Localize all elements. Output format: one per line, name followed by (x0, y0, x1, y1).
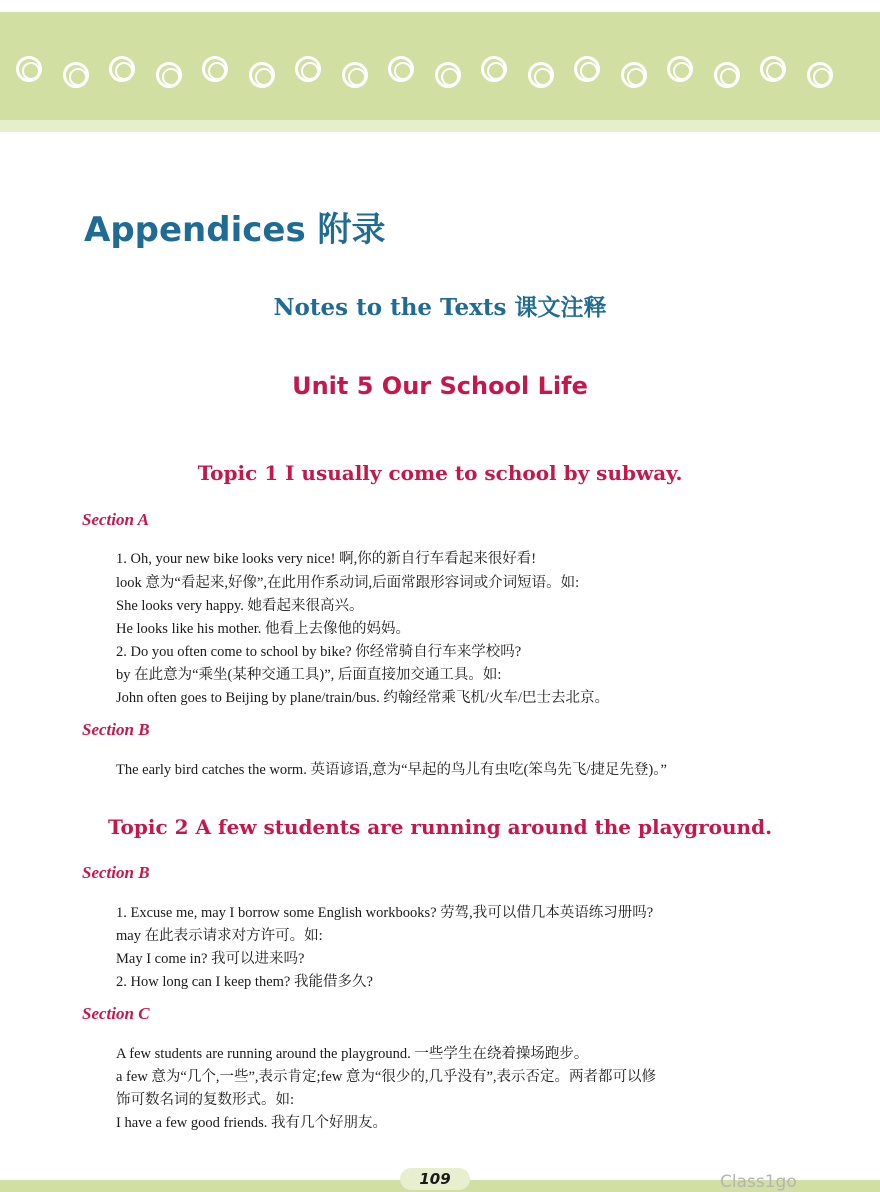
ring-icon (16, 56, 42, 82)
topic2-sectionC-label: Section C (82, 1004, 150, 1023)
topic1-sectionA-line: 1. Oh, your new bike looks very nice! 啊,你的新自行车看起来很好看! (116, 551, 537, 567)
topic1-sectionA-line: John often goes to Beijing by plane/train/bus. 约翰经常乘飞机/火车/巴士去北京。 (116, 690, 609, 706)
topic1-sectionA-line: look 意为“看起来,好像”,在此用作系动词,后面常跟形容词或介词短语。如: (116, 575, 580, 591)
topic2-sectionC-line: A few students are running around the playground. 一些学生在绕着操场跑步。 (116, 1046, 589, 1062)
ring-icon (714, 62, 740, 88)
ring-icon (295, 56, 321, 82)
ring-icon (249, 62, 275, 88)
topic2-sectionB-line: may 在此表示请求对方许可。如: (116, 928, 323, 944)
topic2-sectionB-line: May I come in? 我可以进来吗? (116, 951, 305, 967)
ring-icon (621, 62, 647, 88)
ring-icon (63, 62, 89, 88)
topic1-title: Topic 1 I usually come to school by subway. (197, 461, 683, 485)
topic2-title: Topic 2 A few students are running around the playground. (107, 815, 773, 839)
ring-icon (156, 62, 182, 88)
topic1-sectionB-label: Section B (82, 720, 150, 739)
ring-icon (574, 56, 600, 82)
topic2-sectionC-line: a few 意为“几个,一些”,表示肯定;few 意为“很少的,几乎没有”,表示否定。两者都可以修 (116, 1069, 657, 1085)
topic2-sectionC-line: 饰可数名词的复数形式。如: (116, 1092, 295, 1108)
ring-icon (435, 62, 461, 88)
ring-icon (388, 56, 414, 82)
ring-icon (807, 62, 833, 88)
appendices-title: Appendices 附录 (84, 210, 386, 250)
watermark: Class1go (720, 1172, 797, 1192)
topic1-sectionA-line: 2. Do you often come to school by bike? 你经常骑自行车来学校吗? (116, 644, 522, 660)
topic2-sectionC-line: I have a few good friends. 我有几个好朋友。 (116, 1115, 388, 1131)
header-decoration-edge (0, 120, 880, 132)
notes-title: Notes to the Texts 课文注释 (273, 294, 607, 321)
topic1-sectionA-label: Section A (82, 510, 149, 529)
ring-icon (109, 56, 135, 82)
ring-icon (342, 62, 368, 88)
topic2-sectionB-label: Section B (82, 863, 150, 882)
topic1-sectionA-line: She looks very happy. 她看起来很高兴。 (116, 598, 364, 614)
ring-icon (760, 56, 786, 82)
topic1-sectionA-line: by 在此意为“乘坐(某种交通工具)”, 后面直接加交通工具。如: (116, 667, 502, 683)
ring-icon (667, 56, 693, 82)
topic2-sectionB-line: 2. How long can I keep them? 我能借多久? (116, 974, 373, 990)
ring-icon (481, 56, 507, 82)
unit-title: Unit 5 Our School Life (292, 372, 588, 400)
topic1-sectionB-line: The early bird catches the worm. 英语谚语,意为“早起的鸟儿有虫吃(笨鸟先飞/捷足先登)。” (116, 762, 667, 778)
ring-icon (202, 56, 228, 82)
page-number: 109 (400, 1168, 470, 1190)
topic2-sectionB-line: 1. Excuse me, may I borrow some English workbooks? 劳驾,我可以借几本英语练习册吗? (116, 905, 654, 921)
ring-icon (528, 62, 554, 88)
topic1-sectionA-line: He looks like his mother. 他看上去像他的妈妈。 (116, 621, 411, 637)
